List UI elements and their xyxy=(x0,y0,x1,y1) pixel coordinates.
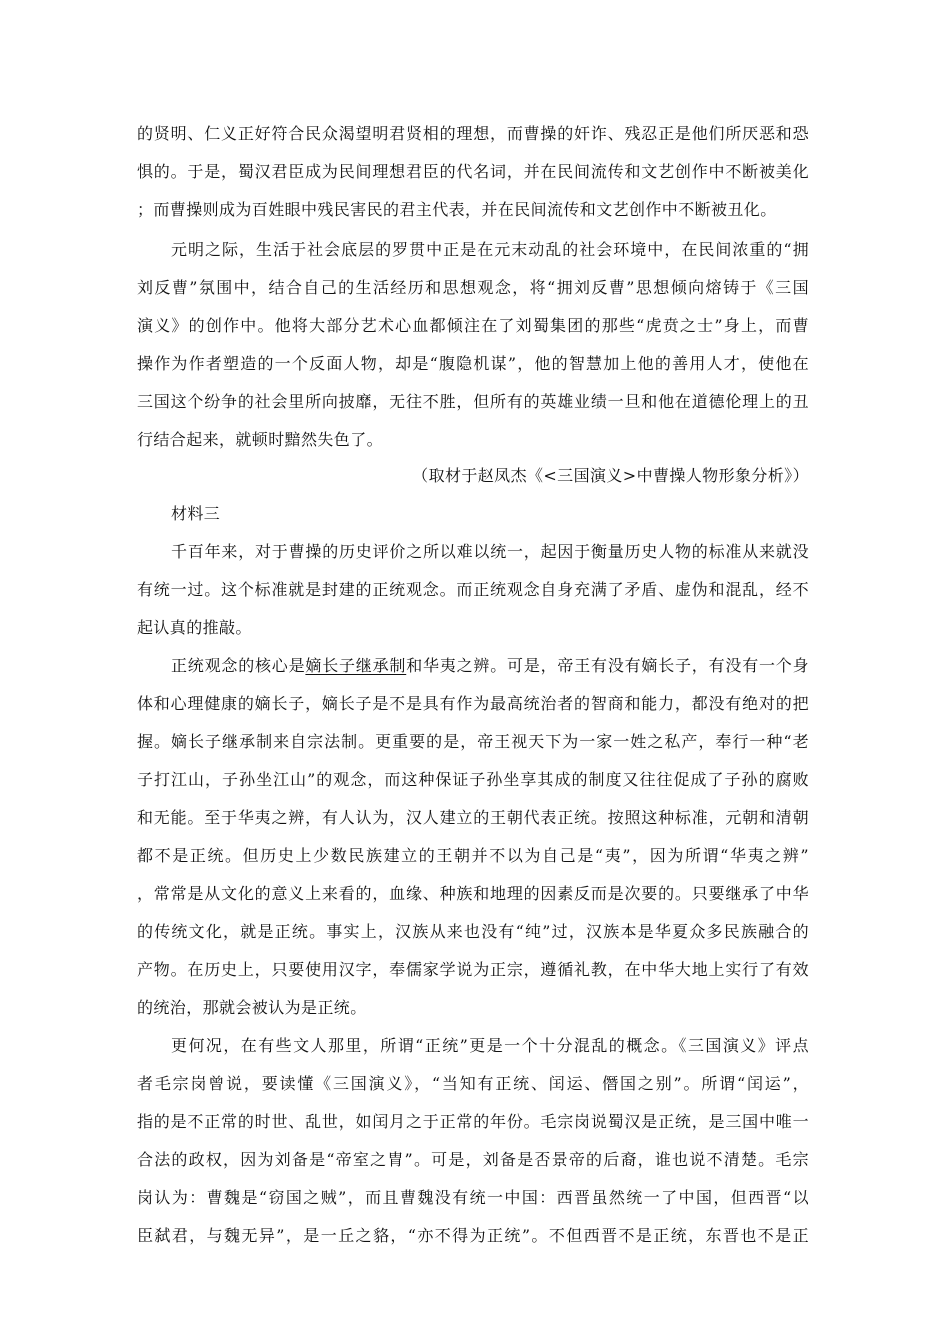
text-line: 起认真的推敲。 xyxy=(137,618,252,637)
text-line: 者毛宗岗曾说，要读懂《三国演义》，“当知有正统、闰运、僭国之别”。所谓“闰运”， xyxy=(137,1074,809,1093)
text-line: 更何况，在有些文人那里，所谓“正统”更是一个十分混乱的概念。《三国演义》评点 xyxy=(171,1036,809,1055)
text-line: 指的是不正常的时世、乱世，如闰月之于正常的年份。毛宗岗说蜀汉是正统，是三国中唯一 xyxy=(137,1112,809,1131)
text-line: 岗认为：曹魏是“窃国之贼”，而且曹魏没有统一中国：西晋虽然统一了中国，但西晋“以 xyxy=(137,1188,809,1207)
section-heading: 材料三 xyxy=(171,504,221,523)
text-line: 的贤明、仁义正好符合民众渴望明君贤相的理想，而曹操的奸诈、残忍正是他们所厌恶和恐 xyxy=(137,124,809,143)
text-line: 惧的。于是，蜀汉君臣成为民间理想君臣的代名词，并在民间流传和文艺创作中不断被美化 xyxy=(137,162,809,181)
text-line: 的传统文化，就是正统。事实上，汉族从来也没有“纯”过，汉族本是华夏众多民族融合的 xyxy=(137,922,809,941)
text-line: ；而曹操则成为百姓眼中残民害民的君主代表，并在民间流传和文艺创作中不断被丑化。 xyxy=(137,200,777,219)
text-line: 臣弑君，与魏无异”，是一丘之貉，“亦不得为正统”。不但西晋不是正统，东晋也不是正 xyxy=(137,1226,809,1245)
text-line: 体和心理健康的嫡长子，嫡长子是不是具有作为最高统治者的智商和能力，都没有绝对的把 xyxy=(137,694,809,713)
text-line: 千百年来，对于曹操的历史评价之所以难以统一，起因于衡量历史人物的标准从来就没 xyxy=(171,542,809,561)
text-line: 演义》的创作中。他将大部分艺术心血都倾注在了刘蜀集团的那些“虎贲之士”身上，而曹 xyxy=(137,316,809,335)
text-segment: 和华夷之辨。可是，帝王有没有嫡长子，有没有一个身 xyxy=(406,656,810,675)
text-line: ，常常是从文化的意义上来看的，血缘、种族和地理的因素反而是次要的。只要继承了中华 xyxy=(137,884,809,903)
text-line: 产物。在历史上，只要使用汉字，奉儒家学说为正宗，遵循礼教，在中华大地上实行了有效 xyxy=(137,960,809,979)
text-line: 有统一过。这个标准就是封建的正统观念。而正统观念自身充满了矛盾、虚伪和混乱，经不 xyxy=(137,580,809,599)
underlined-term: 嫡长子继承制 xyxy=(305,656,407,675)
text-line: 和无能。至于华夷之辨，有人认为，汉人建立的王朝代表正统。按照这种标准，元朝和清朝 xyxy=(137,808,809,827)
text-line: 元明之际，生活于社会底层的罗贯中正是在元末动乱的社会环境中，在民间浓重的“拥 xyxy=(171,240,809,259)
text-line xyxy=(171,656,809,676)
text-line: 操作为作者塑造的一个反面人物，却是“腹隐机谋”，他的智慧加上他的善用人才，使他在 xyxy=(137,354,809,373)
text-line: 的统治，那就会被认为是正统。 xyxy=(137,998,367,1017)
text-line: 三国这个纷争的社会里所向披靡，无往不胜，但所有的英雄业绩一旦和他在道德伦理上的丑 xyxy=(137,392,809,411)
text-line: 子打江山，子孙坐江山”的观念，而这种保证子孙坐享其成的制度又往往促成了子孙的腐败 xyxy=(137,770,809,789)
source-citation: （取材于赵凤杰《<三国演义>中曹操人物形象分析》） xyxy=(412,466,809,485)
text-line: 行结合起来，就顿时黯然失色了。 xyxy=(137,430,384,449)
text-segment: 正统观念的核心是 xyxy=(171,656,306,675)
text-line: 都不是正统。但历史上少数民族建立的王朝并不以为自己是“夷”，因为所谓“华夷之辨” xyxy=(137,846,809,865)
text-line: 握。嫡长子继承制来自宗法制。更重要的是，帝王视天下为一家一姓之私产，奉行一种“老 xyxy=(137,732,809,751)
text-line: 刘反曹”氛围中，结合自己的生活经历和思想观念，将“拥刘反曹”思想倾向熔铸于《三国 xyxy=(137,278,809,297)
text-line: 合法的政权，因为刘备是“帝室之胄”。可是，刘备是否景帝的后裔，谁也说不清楚。毛宗 xyxy=(137,1150,809,1169)
